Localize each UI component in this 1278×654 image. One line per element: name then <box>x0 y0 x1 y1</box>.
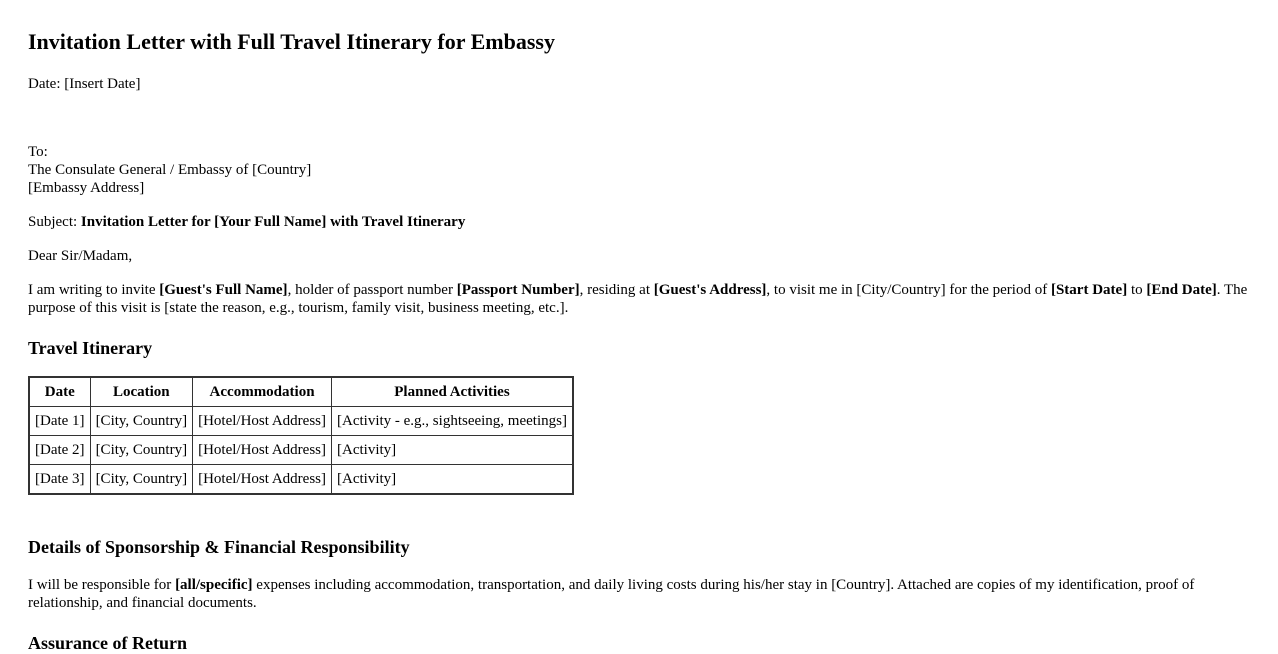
table-header-row <box>29 377 573 407</box>
intro-text-4: , to visit me in [City/Country] for the period of <box>766 282 1051 298</box>
intro-text-3: , residing at <box>579 282 654 298</box>
page-title: Invitation Letter with Full Travel Itinerary for Embassy <box>28 29 555 54</box>
sponsorship-paragraph <box>28 576 1250 612</box>
passport-number: [Passport Number] <box>456 282 580 298</box>
date-line: Date: [Insert Date] <box>28 76 141 92</box>
table-cell: [City, Country] <box>90 407 193 436</box>
greeting: Dear Sir/Madam, <box>28 248 133 264</box>
recipient-block <box>28 143 1250 197</box>
recipient-label: To: <box>28 144 48 160</box>
return-heading: Assurance of Return <box>28 633 187 653</box>
sponsorship-text-1: I will be responsible for <box>28 577 176 593</box>
guest-name: [Guest's Full Name] <box>159 282 288 298</box>
subject-prefix: Subject: <box>28 214 81 230</box>
table-cell: [Activity] <box>332 465 573 495</box>
table-cell: [Hotel/Host Address] <box>193 407 332 436</box>
itinerary-table <box>28 376 574 495</box>
table-row <box>29 407 573 436</box>
column-header: Accommodation <box>193 377 332 407</box>
start-date: [Start Date] <box>1050 282 1128 298</box>
subject-line <box>28 213 1250 231</box>
column-header: Date <box>29 377 90 407</box>
intro-text-5: to <box>1127 282 1147 298</box>
table-cell: [Hotel/Host Address] <box>193 436 332 465</box>
table-cell: [Hotel/Host Address] <box>193 465 332 495</box>
table-cell: [Date 1] <box>29 407 90 436</box>
table-cell: [Activity] <box>332 436 573 465</box>
column-header: Location <box>90 377 193 407</box>
guest-address: [Guest's Address] <box>653 282 767 298</box>
intro-text-6: . The purpose of this visit is [state the reason, e.g., tourism, family visit, business meeting, etc.]. <box>28 282 1248 316</box>
table-cell: [City, Country] <box>90 465 193 495</box>
subject-text: Invitation Letter for [Your Full Name] with Travel Itinerary <box>80 214 466 230</box>
table-cell: [Date 2] <box>29 436 90 465</box>
intro-text-1: I am writing to invite <box>28 282 160 298</box>
recipient-line-1: The Consulate General / Embassy of [Country] <box>28 162 312 178</box>
itinerary-heading: Travel Itinerary <box>28 338 153 358</box>
intro-text-2: , holder of passport number <box>287 282 457 298</box>
sponsorship-heading: Details of Sponsorship & Financial Responsibility <box>28 537 410 557</box>
table-row <box>29 465 573 495</box>
table-cell: [City, Country] <box>90 436 193 465</box>
table-cell: [Activity - e.g., sightseeing, meetings] <box>332 407 573 436</box>
recipient-line-2: [Embassy Address] <box>28 180 145 196</box>
column-header: Planned Activities <box>332 377 573 407</box>
end-date: [End Date] <box>1146 282 1217 298</box>
sponsorship-scope: [all/specific] <box>175 577 253 593</box>
sponsorship-text-2: expenses including accommodation, transportation, and daily living costs during his/her stay in [Country]. Attached are copies of my identification, proof of relationship, and financial documents. <box>28 577 1195 611</box>
table-cell: [Date 3] <box>29 465 90 495</box>
table-row <box>29 436 573 465</box>
intro-paragraph <box>28 281 1250 317</box>
